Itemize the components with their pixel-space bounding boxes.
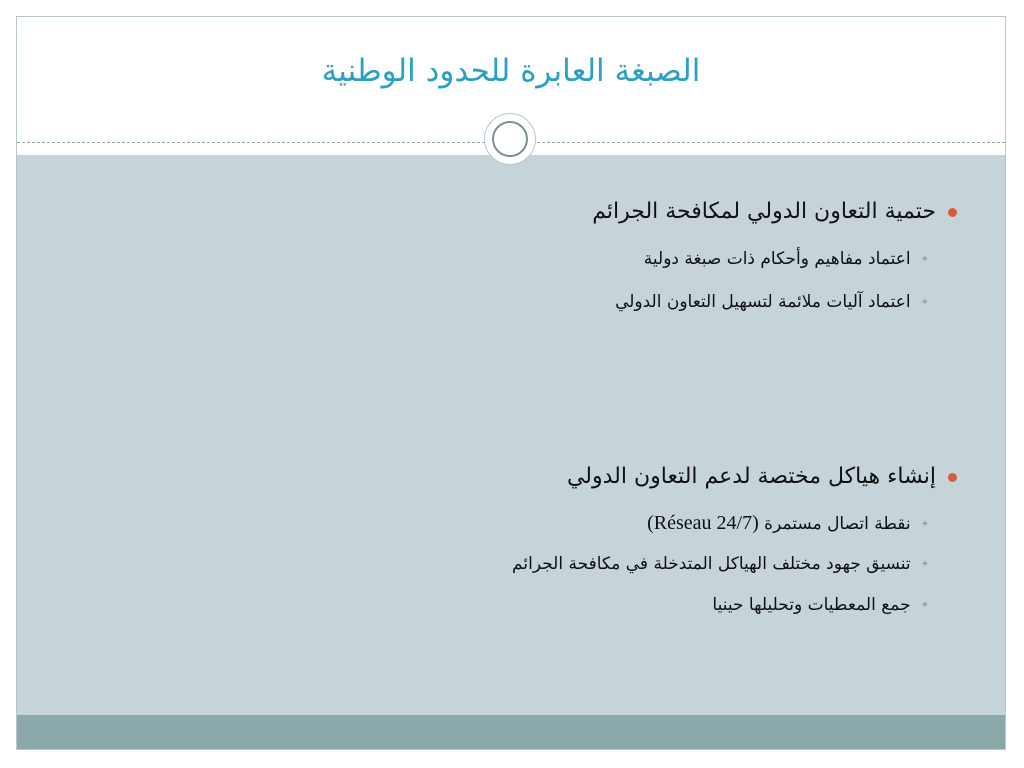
sparkle-bullet-icon: ✦ bbox=[920, 296, 929, 308]
list-item-text: جمع المعطيات وتحليلها حينيا bbox=[712, 595, 911, 615]
list-item-text: نقطة اتصال مستمرة bbox=[764, 514, 911, 534]
section-heading-1-text: حتمية التعاون الدولي لمكافحة الجرائم bbox=[592, 199, 936, 224]
section-heading-2 bbox=[337, 464, 957, 489]
section-heading-2-text: إنشاء هياكل مختصة لدعم التعاون الدولي bbox=[566, 464, 936, 489]
sparkle-bullet-icon: ✦ bbox=[920, 558, 929, 570]
ornament-ring bbox=[492, 121, 528, 157]
footer-band bbox=[17, 715, 1005, 750]
orange-dot-bullet-icon bbox=[948, 473, 957, 482]
list-item-text: تنسيق جهود مختلف الهياكل المتدخلة في مكافحة الجرائم bbox=[512, 554, 911, 574]
content-area bbox=[17, 155, 1005, 715]
slide bbox=[16, 16, 1006, 750]
sparkle-bullet-icon: ✦ bbox=[920, 253, 929, 265]
list-item bbox=[229, 554, 929, 574]
list-item bbox=[229, 292, 929, 312]
list-item-text: اعتماد آليات ملائمة لتسهيل التعاون الدولي bbox=[615, 292, 911, 312]
slide-title: الصبغة العابرة للحدود الوطنية bbox=[321, 53, 701, 89]
orange-dot-bullet-icon bbox=[948, 208, 957, 217]
sparkle-bullet-icon: ✦ bbox=[920, 599, 929, 611]
sparkle-bullet-icon: ✦ bbox=[920, 518, 929, 530]
circle-ornament-icon bbox=[484, 113, 536, 165]
network-label: (Réseau 24/7) bbox=[647, 512, 759, 534]
section-heading-1 bbox=[337, 199, 957, 224]
list-item-text: اعتماد مفاهيم وأحكام ذات صبغة دولية bbox=[643, 249, 911, 269]
list-item bbox=[229, 512, 929, 535]
list-item bbox=[229, 595, 929, 615]
list-item bbox=[229, 249, 929, 269]
